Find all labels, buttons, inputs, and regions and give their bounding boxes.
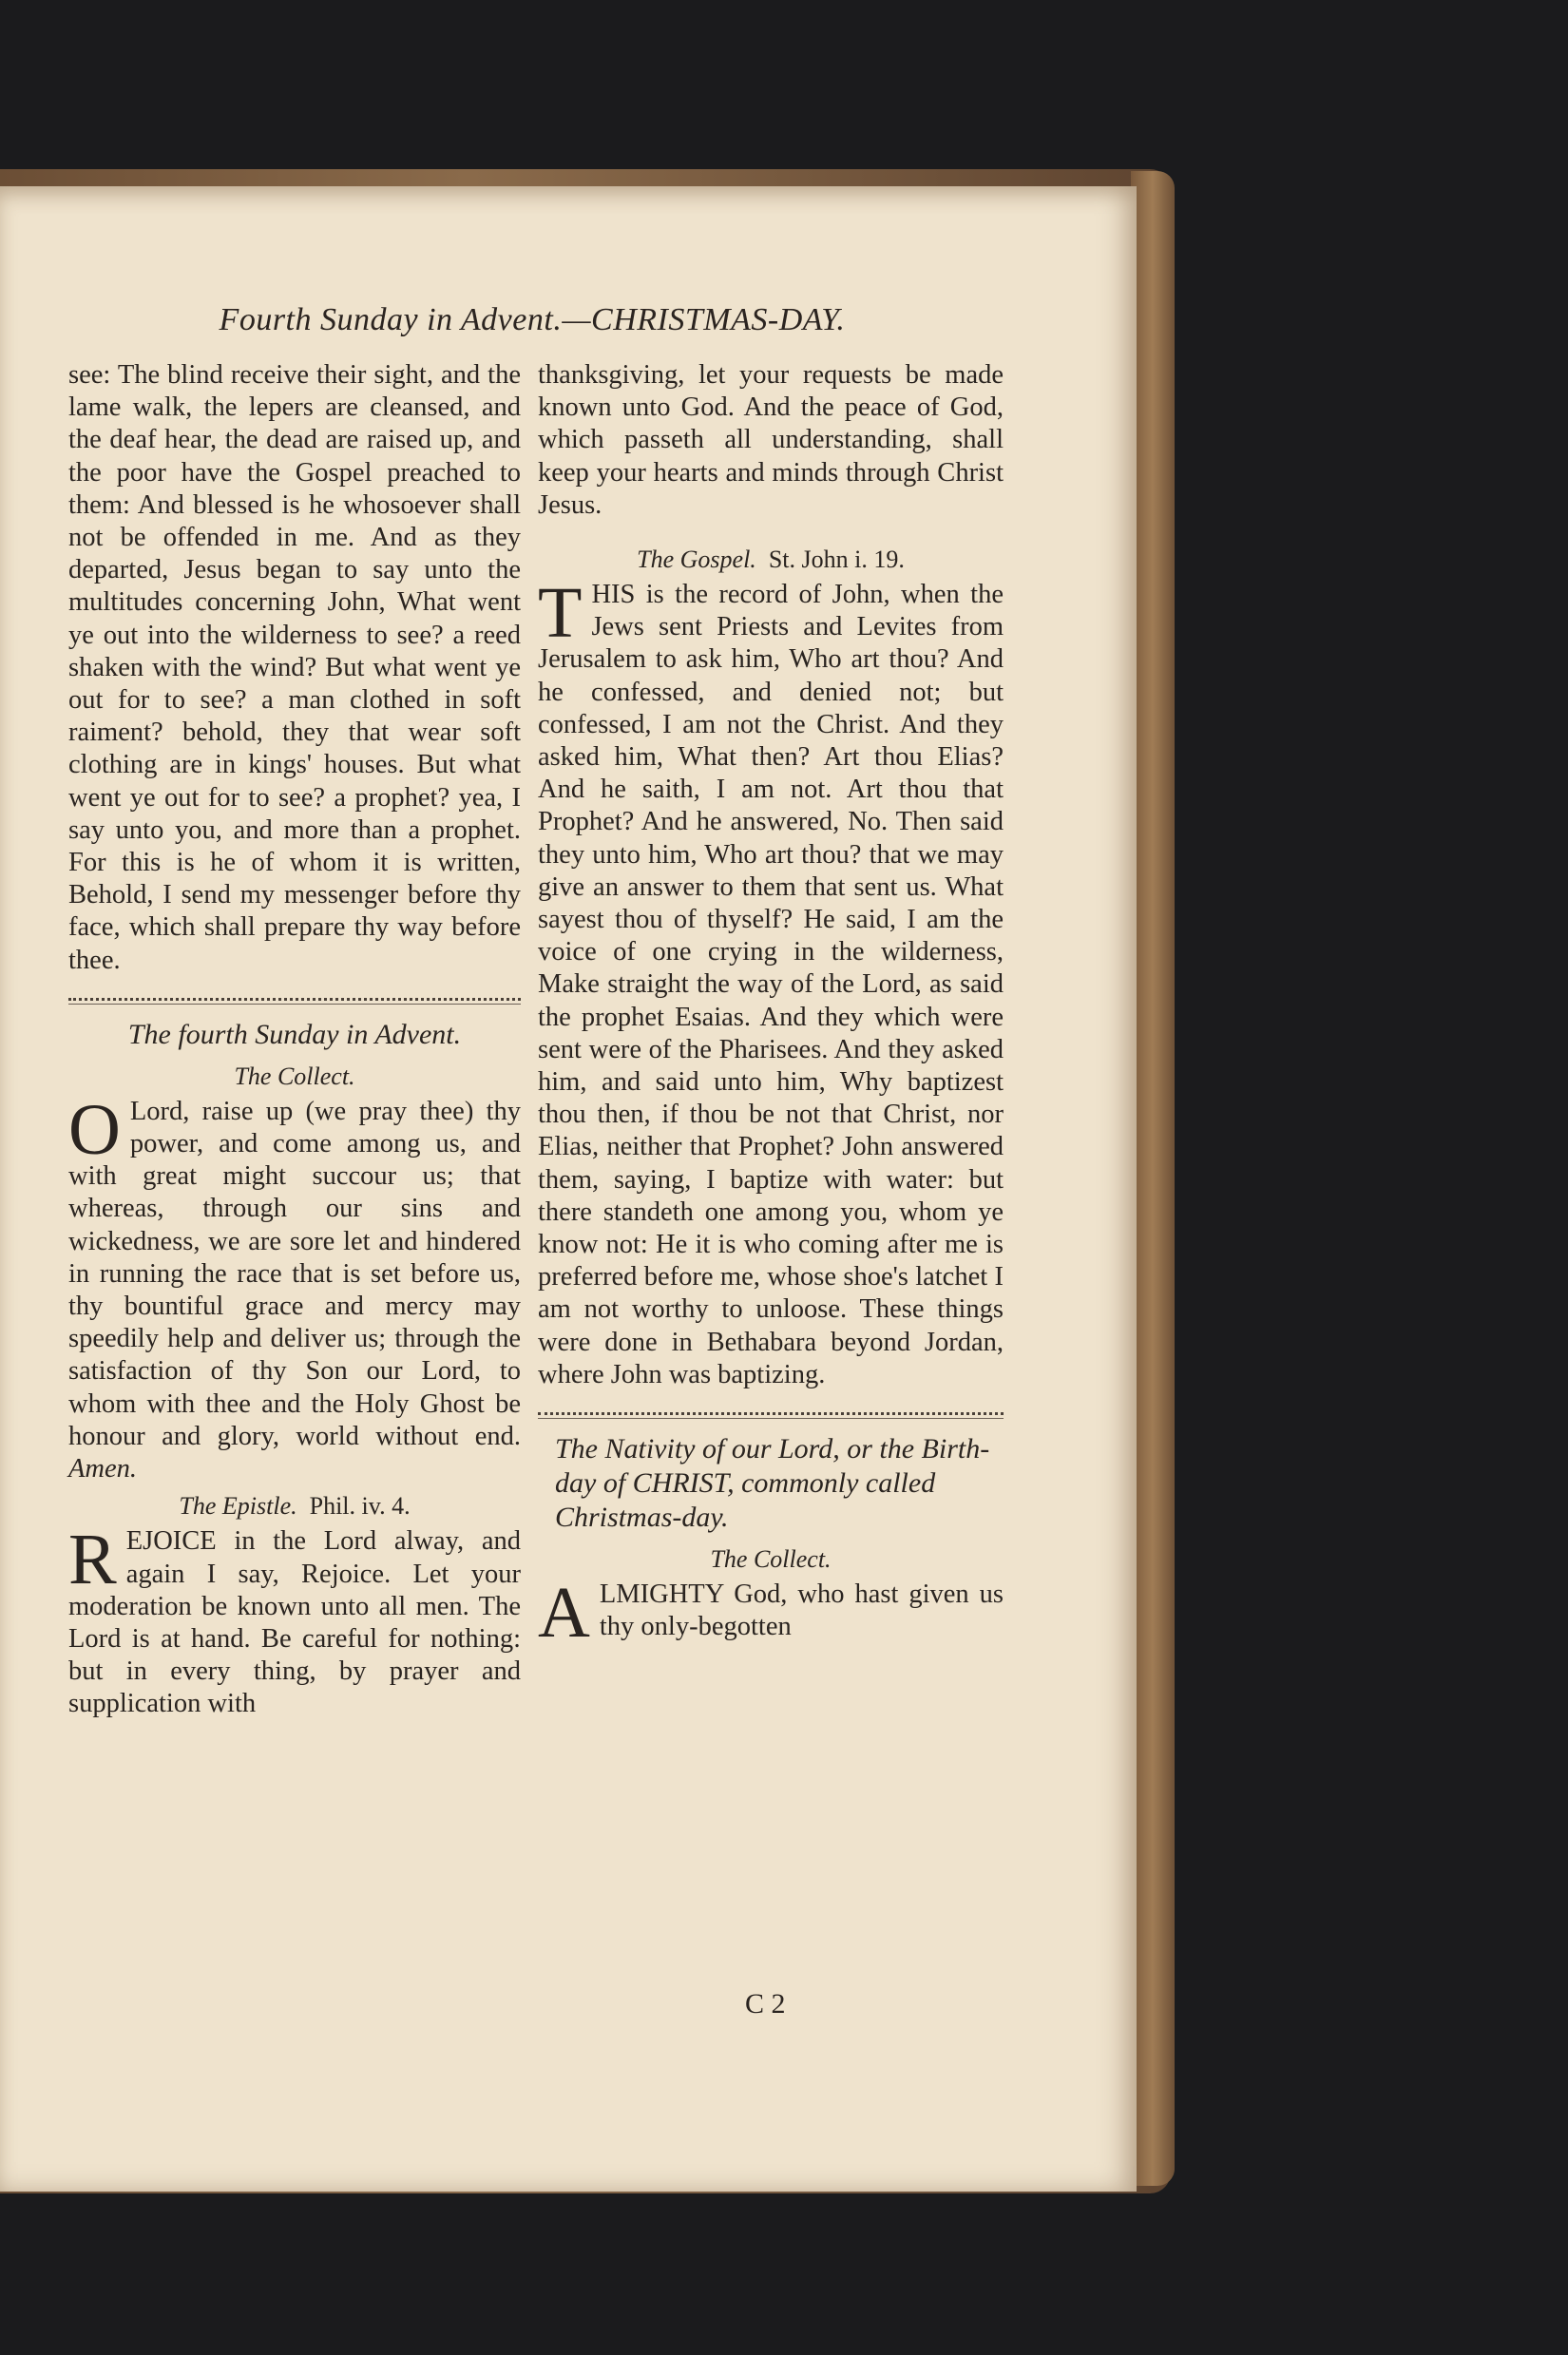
left-column (68, 359, 521, 1721)
gospel-heading (538, 545, 1004, 575)
drop-cap: T (538, 573, 583, 654)
running-head: Fourth Sunday in Advent.—CHRISTMAS-DAY. (219, 302, 846, 337)
collect-text: Lord, raise up (we pray thee) thy power, and come among us, and with great might succour us; that whereas, through our sins and wickedness, we are sore let and hindered in running the race that is set before us, thy bountiful grace and mercy may speedily help and deliver us; through the satisfaction of thy Son our Lord, to whom with thee and the Holy Ghost be honour and glory, world without end. (68, 1096, 521, 1451)
epistle-label: The Epistle. (179, 1492, 297, 1521)
section-title-fourth-sunday: The fourth Sunday in Advent. (127, 1018, 462, 1050)
collect-heading: The Collect. (710, 1545, 832, 1574)
epistle-heading (68, 1491, 521, 1522)
gospel-text: HIS is the record of John, when the Jews sent Priests and Levites from Jerusalem to ask him, Who art thou? And he confessed, and denied not; but confessed, I am not the Christ. And they asked him, What then? Art thou Elias? And he saith, I am not. Art thou that Prophet? And he answered, No. Then said they unto him, Who art thou? that we may give an answer to them that sent us. What sayest thou of thyself? He said, I am the voice of one crying in the wilderness, Make straight the way of the Lord, as said the prophet Esaias. And they which were sent were of the Pharisees. And they asked him, and said unto him, Why baptizest thou then, if thou be not that Christ, nor Elias, neither that Prophet? John answered them, saying, I baptize with water: but there standeth one among you, whom ye know not: He it is who coming after me is preferred before me, whose shoe's latchet I am not worthy to unloose. These things were done in Bethabara beyond Jordan, where John was baptizing. (538, 580, 1004, 1389)
section-divider (538, 1412, 1004, 1415)
right-column (538, 359, 1004, 1654)
gospel-label: The Gospel. (637, 546, 756, 574)
epistle-text: EJOICE in the Lord alway, and again I say, Rejoice. Let your moderation be known unto all men. The Lord is at hand. Be careful for nothing: but in every thing, by prayer and supplication with (68, 1526, 521, 1719)
epistle-reference: Phil. iv. 4. (309, 1492, 411, 1521)
gospel-continuation: see: The blind receive their sight, and the lame walk, the lepers are cleansed, and the deaf hear, the dead are raised up, and the poor have the Gospel preached to them: And blessed is he whosoever shall not be offended in me. And as they departed, Jesus began to say unto the multitudes concerning John, What went ye out into the wilderness to see? a reed shaken with the wind? But what went ye out for to see? a man clothed in soft raiment? behold, they that wear soft clothing are in kings' houses. But what went ye out for to see? a prophet? yea, I say unto you, and more than a prophet. For this is he of whom it is written, Behold, I send my messenger before thy face, which shall prepare thy way before thee. (68, 360, 521, 975)
section-title-christmas: The Nativity of our Lord, or the Birth-day of CHRIST, commonly called Christmas-day. (555, 1433, 990, 1534)
collect-paragraph (68, 1089, 521, 1485)
section-divider (68, 998, 521, 1001)
epistle-paragraph (68, 1520, 521, 1720)
drop-cap: A (538, 1573, 590, 1654)
epistle-continuation: thanksgiving, let your requests be made known unto God. And the peace of God, which passeth all understanding, shall keep your hearts and minds through Christ Jesus. (538, 360, 1004, 520)
christmas-collect-paragraph (538, 1573, 1004, 1654)
drop-cap: R (68, 1520, 117, 1600)
collect-heading: The Collect. (234, 1062, 355, 1090)
collect-amen: Amen. (68, 1454, 138, 1484)
gospel-paragraph (538, 573, 1004, 1391)
gospel-reference: St. John i. 19. (768, 546, 905, 574)
signature-mark: C 2 (745, 1988, 786, 2020)
book-spine (1131, 171, 1175, 2186)
drop-cap: O (68, 1089, 121, 1170)
christmas-collect-text: LMIGHTY God, who hast given us thy only-begotten (599, 1580, 1004, 1642)
